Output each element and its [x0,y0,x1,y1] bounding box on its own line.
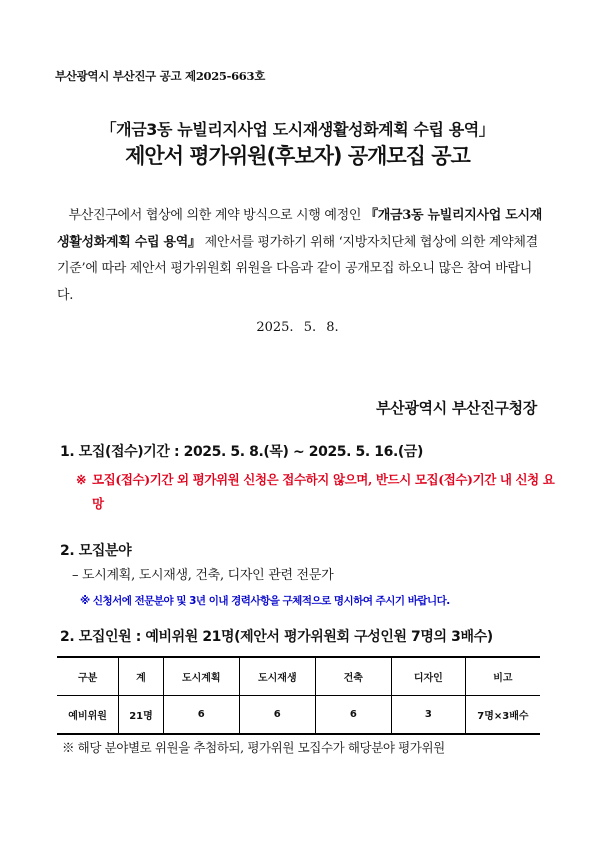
table-cell: 3 [391,696,465,735]
table-header-cell: 도시재생 [239,657,315,696]
page-title: 제안서 평가위원(후보자) 공개모집 공고 [125,144,470,168]
recruit-field-item: – 도시계획, 도시재생, 건축, 디자인 관련 전문가 [72,568,334,583]
notice-number: 부산광역시 부산진구 공고 제2025-663호 [55,69,266,83]
table-row [57,696,540,735]
table-cell: 21명 [119,696,164,735]
intro-paragraph [57,203,542,309]
table-header-cell: 건축 [315,657,391,696]
intro-text-1: 부산진구에서 협상에 의한 계약 방식으로 시행 예정인 [68,208,366,223]
table-cell: 6 [163,696,239,735]
table-header-cell: 디자인 [391,657,465,696]
section-recruit-field-heading: 2. 모집분야 [60,543,132,559]
table-header-cell: 도시계획 [163,657,239,696]
recruit-field-note: ※ 신청서에 전문분야 및 3년 이내 경력사항을 구체적으로 명시하여 주시기 바랍니다. [80,595,450,607]
table-cell: 7명×3배수 [465,696,540,735]
section-recruit-period-heading: 1. 모집(접수)기간 : 2025. 5. 8.(목) ~ 2025. 5. 16.(금) [60,444,423,460]
notice-date: 2025. 5. 8. [256,320,339,335]
table-header-cell: 구분 [57,657,119,696]
recruit-period-note-text: 모집(접수)기간 외 평가위원 신청은 접수하지 않으며, 반드시 모집(접수)기간 내 신청 요망 [92,472,555,511]
reference-mark-icon: ※ [76,472,87,487]
table-cell: 예비위원 [57,696,119,735]
recruit-period-note [76,468,562,516]
table-header-row [57,657,540,696]
recruit-count-table [57,656,540,735]
issuer: 부산광역시 부산진구청장 [375,399,537,417]
table-header-cell: 계 [119,657,164,696]
intro-project-name: 『개금3동 뉴빌리지사업 도시재생활성화계획 수립 용역』 [57,208,543,250]
table-cell: 6 [239,696,315,735]
title-line-1: 「개금3동 뉴빌리지사업 도시재생활성화계획 수립 용역」 [100,120,495,139]
section-recruit-count-heading: 2. 모집인원 : 예비위원 21명(제안서 평가위원회 구성인원 7명의 3배수) [60,629,493,645]
table-cell: 6 [315,696,391,735]
table-header-cell: 비고 [465,657,540,696]
intro-text-2: 제안서를 평가하기 위해 ‘지방자치단체 협상에 의한 계약체결 기준’에 따라 제안서 평가위원회 위원을 다음과 같이 공개모집 하오니 많은 참여 바랍니다. [57,234,538,303]
footnote: ※ 해당 분야별로 위원을 추첨하되, 평가위원 모집수가 해당분야 평가위원 [62,740,445,755]
